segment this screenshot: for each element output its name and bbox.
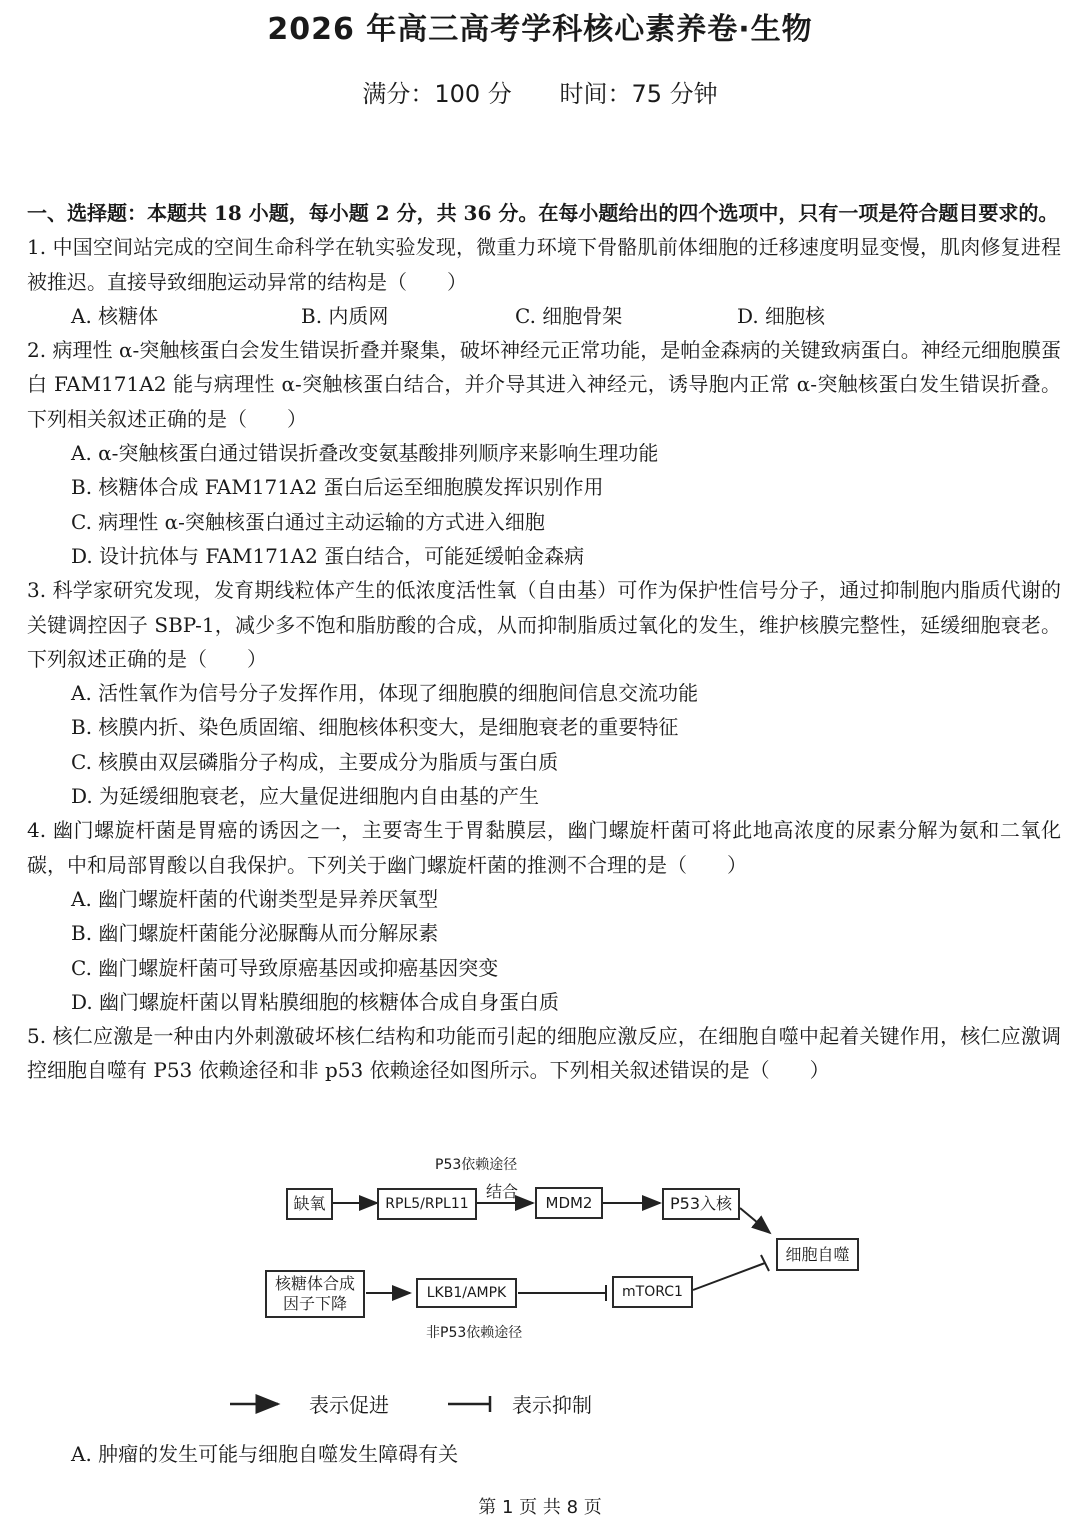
rpl-box: RPL5/RPL11 — [377, 1188, 477, 1220]
q3-option-d: D. 为延缓细胞衰老，应大量促进细胞内自由基的产生 — [71, 784, 540, 809]
legend-promote-label: 表示促进 — [309, 1393, 389, 1417]
q4-option-d: D. 幽门螺旋杆菌以胃粘膜细胞的核糖体合成自身蛋白质 — [71, 989, 560, 1014]
hypoxia-box: 缺氧 — [286, 1188, 333, 1220]
q2-option-b: B. 核糖体合成 FAM171A2 蛋白后运至细胞膜发挥识别作用 — [71, 475, 604, 500]
inhibit-mtorc1-autophagy — [693, 1263, 765, 1290]
q1-option-c: C. 细胞骨架 — [515, 303, 623, 328]
p53-pathway-label: P53依赖途径 — [435, 1157, 518, 1173]
q5-stem: 5. 核仁应激是一种由内外刺激破坏核仁结构和功能而引起的细胞应激反应，在细胞自噬中起着关键作用，核仁应激调控细胞自噬有 P53 依赖途径和非 p53 依赖途径如图所示。下列相关叙述错误的是（ ） — [27, 1024, 1061, 1083]
q2-option-c: C. 病理性 α-突触核蛋白通过主动运输的方式进入细胞 — [71, 509, 545, 534]
q2-option-a: A. α-突触核蛋白通过错误折叠改变氨基酸排列顺序来影响生理功能 — [71, 441, 659, 466]
q2-stem: 2. 病理性 α-突触核蛋白会发生错误折叠并聚集，破坏神经元正常功能，是帕金森病的关键致病蛋白。神经元细胞膜蛋白 FAM171A2 能与病理性 α-突触核蛋白结合，并介导其进入神经元，诱导胞内正常 α-突触核蛋白发生错误折叠。下列相关叙述正确的是（ ） — [27, 338, 1061, 431]
q4-option-b: B. 幽门螺旋杆菌能分泌脲酶从而分解尿素 — [71, 921, 439, 946]
exam-title: 2026 年高三高考学科核心素养卷·生物 — [267, 12, 813, 47]
q4-option-a: A. 幽门螺旋杆菌的代谢类型是异养厌氧型 — [71, 886, 439, 911]
diagram-legend — [230, 1388, 690, 1418]
section-heading: 一、选择题：本题共 18 小题，每小题 2 分，共 36 分。在每小题给出的四个选项中，只有一项是符合题目要求的。 — [27, 201, 1059, 225]
non-p53-pathway-label: 非P53依赖途径 — [426, 1325, 523, 1341]
q3-option-b: B. 核膜内折、染色质固缩、细胞核体积变大，是细胞衰老的重要特征 — [71, 715, 679, 740]
ribosome-factor-line1: 核糖体合成 — [274, 1274, 355, 1293]
ribosome-factor-line2: 因子下降 — [282, 1294, 347, 1313]
autophagy-box: 细胞自噬 — [776, 1238, 859, 1271]
q1-stem: 1. 中国空间站完成的空间生命科学在轨实验发现，微重力环境下骨骼肌前体细胞的迁移速度明显变慢，肌肉修复进程被推迟。直接导致细胞运动异常的结构是（ ） — [27, 235, 1061, 294]
full-score: 满分：100 分 — [362, 80, 512, 108]
q1-options — [27, 299, 1061, 333]
q1-option-d: D. 细胞核 — [737, 303, 826, 328]
arrow-p53-autophagy — [740, 1208, 770, 1233]
q4-stem: 4. 幽门螺旋杆菌是胃癌的诱因之一，主要寄生于胃黏膜层，幽门螺旋杆菌可将此地高浓度的尿素分解为氨和二氧化碳，中和局部胃酸以自我保护。下列关于幽门螺旋杆菌的推测不合理的是（ ） — [27, 818, 1061, 877]
q1-option-a: A. 核糖体 — [71, 303, 159, 328]
p53-nuclear-box: P53入核 — [662, 1188, 740, 1220]
mdm2-box: MDM2 — [535, 1187, 603, 1219]
question-body — [27, 196, 1061, 1088]
q1-option-b: B. 内质网 — [301, 303, 389, 328]
q5-option-a: A. 肿瘤的发生可能与细胞自噬发生障碍有关 — [71, 1442, 459, 1466]
binding-label: 结合 — [486, 1182, 519, 1201]
ribosome-factor-box — [265, 1270, 365, 1318]
mtorc1-box: mTORC1 — [612, 1276, 693, 1308]
exam-time: 时间：75 分钟 — [559, 80, 718, 108]
exam-meta — [0, 74, 1080, 109]
q4-option-c: C. 幽门螺旋杆菌可导致原癌基因或抑癌基因突变 — [71, 955, 499, 980]
q3-stem: 3. 科学家研究发现，发育期线粒体产生的低浓度活性氧（自由基）可作为保护性信号分子，通过抑制胞内脂质代谢的关键调控因子 SBP-1，减少多不饱和脂肪酸的合成，从而抑制脂质过氧化的发生，维护核膜完整性，延缓细胞衰老。下列叙述正确的是（ ） — [27, 578, 1061, 671]
lkb1-ampk-box: LKB1/AMPK — [416, 1278, 517, 1308]
legend-symbols — [230, 1388, 690, 1418]
q3-option-a: A. 活性氧作为信号分子发挥作用，体现了细胞膜的细胞间信息交流功能 — [71, 681, 699, 706]
page-footer: 第 1 页 共 8 页 — [478, 1497, 602, 1518]
q2-option-d: D. 设计抗体与 FAM171A2 蛋白结合，可能延缓帕金森病 — [71, 543, 585, 568]
q3-option-c: C. 核膜由双层磷脂分子构成，主要成分为脂质与蛋白质 — [71, 749, 559, 774]
legend-inhibit-label: 表示抑制 — [512, 1393, 592, 1417]
